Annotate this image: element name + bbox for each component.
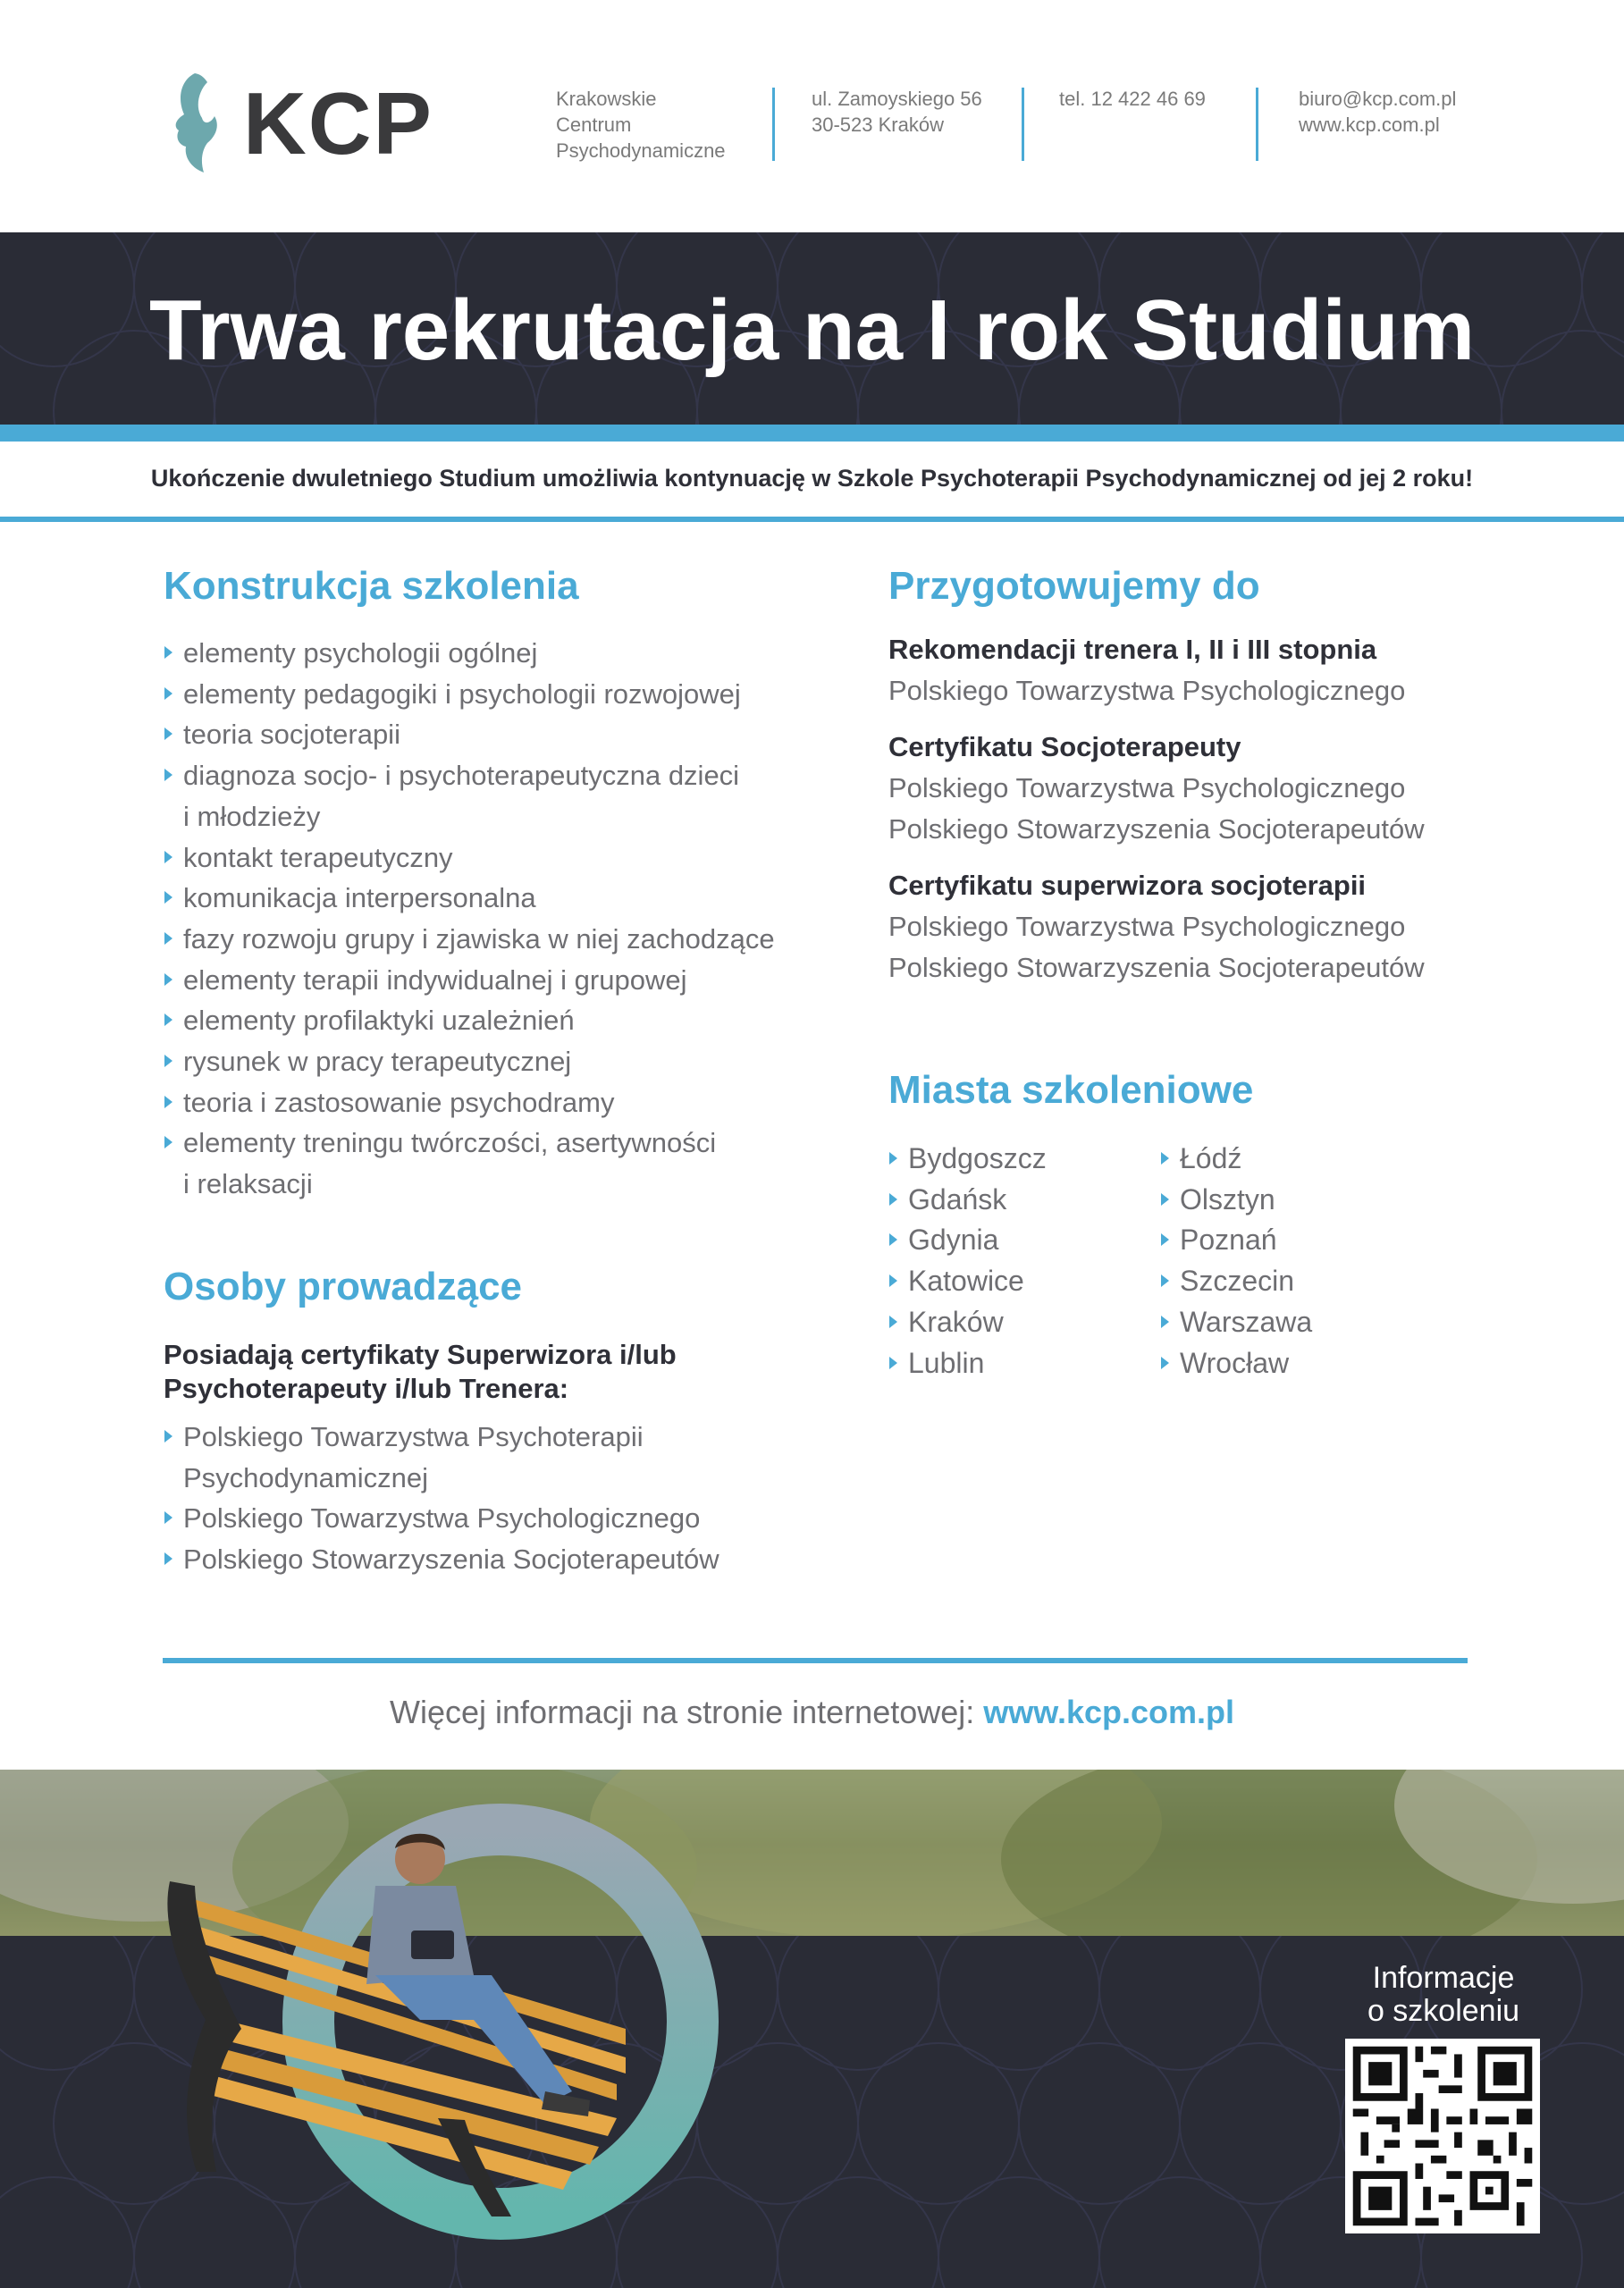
list-item: elementy terapii indywidualnej i grupowej	[164, 960, 789, 1001]
more-info-line	[0, 1689, 1624, 1736]
city-item: Wrocław	[1160, 1343, 1428, 1384]
list-item: komunikacja interpersonalna	[164, 878, 789, 919]
list-item: fazy rozwoju grupy i zjawiska w niej zachodzące	[164, 919, 789, 960]
list-item: diagnoza socjo- i psychoterapeutyczna dzieci i młodzieży	[164, 755, 789, 837]
trainers-intro-line1: Posiadają certyfikaty Superwizora i/lub	[164, 1339, 677, 1370]
prepare-heading: Rekomendacji trenera I, II i III stopnia	[888, 634, 1377, 665]
list-item: kontakt terapeutyczny	[164, 837, 789, 879]
page-title: Trwa rekrutacja na I rok Studium	[148, 282, 1476, 378]
city-item: Olsztyn	[1160, 1180, 1428, 1221]
prepare-text: Polskiego Towarzystwa Psychologicznego Polskiego Stowarzyszenia Socjoterapeutów	[888, 911, 1425, 983]
footer-divider	[163, 1658, 1468, 1663]
city-item: Gdynia	[888, 1220, 1148, 1261]
list-item: elementy psychologii ogólnej	[164, 633, 789, 674]
qr-label: Informacje o szkoleniu	[1367, 1961, 1520, 2028]
logo-text: KCP	[243, 74, 433, 172]
website-link[interactable]: www.kcp.com.pl	[983, 1694, 1235, 1730]
phone: tel. 12 422 46 69	[1059, 88, 1206, 110]
qr-code-icon	[1345, 2039, 1540, 2233]
city-item: Warszawa	[1160, 1302, 1428, 1343]
city-item: Kraków	[888, 1302, 1148, 1343]
header-divider	[1022, 88, 1024, 161]
list-item: teoria socjoterapii	[164, 714, 789, 755]
list-item: teoria i zastosowanie psychodramy	[164, 1082, 789, 1123]
contact-links: biuro@kcp.com.pl www.kcp.com.pl	[1299, 88, 1457, 136]
prepare-heading: Certyfikatu superwizora socjoterapii	[888, 870, 1367, 901]
accent-line	[0, 517, 1624, 522]
city-item: Szczecin	[1160, 1261, 1428, 1302]
list-item: Polskiego Stowarzyszenia Socjoterapeutów	[164, 1539, 789, 1580]
list-item: elementy pedagogiki i psychologii rozwojowej	[164, 674, 789, 715]
cities-list-col2	[1160, 1139, 1428, 1384]
cities-list-col1	[888, 1139, 1148, 1384]
prepare-text: Polskiego Towarzystwa Psychologicznego Polskiego Stowarzyszenia Socjoterapeutów	[888, 772, 1425, 845]
prepare-title: Przygotowujemy do	[888, 564, 1260, 608]
city-item: Katowice	[888, 1261, 1148, 1302]
list-item: elementy profilaktyki uzależnień	[164, 1000, 789, 1041]
list-item: rysunek w pracy terapeutycznej	[164, 1041, 789, 1082]
city-item: Gdańsk	[888, 1180, 1148, 1221]
accent-stripe	[0, 425, 1624, 442]
city-item: Lublin	[888, 1343, 1148, 1384]
city-item: Łódź	[1160, 1139, 1428, 1180]
subtitle: Ukończenie dwuletniego Studium umożliwia kontynuację w Szkole Psychoterapii Psychodynamicznej od jej 2 roku!	[150, 465, 1474, 492]
list-item: elementy treningu twórczości, asertywności i relaksacji	[164, 1123, 789, 1204]
construction-list	[164, 633, 789, 1205]
city-item: Bydgoszcz	[888, 1139, 1148, 1180]
list-item: Polskiego Towarzystwa Psychologicznego	[164, 1498, 789, 1539]
cities-title: Miasta szkoleniowe	[888, 1068, 1254, 1112]
address: ul. Zamoyskiego 56 30-523 Kraków	[812, 88, 982, 136]
construction-title: Konstrukcja szkolenia	[164, 564, 579, 608]
prepare-heading: Certyfikatu Socjoterapeuty	[888, 731, 1241, 762]
logo-face-icon	[168, 72, 222, 174]
bench-illustration	[152, 1796, 724, 2261]
trainers-title: Osoby prowadzące	[164, 1265, 523, 1308]
header-divider	[1256, 88, 1258, 161]
trainers-intro-line2: Psychoterapeuty i/lub Trenera:	[164, 1373, 569, 1404]
list-item: Polskiego Towarzystwa Psychoterapii Psychodynamicznej	[164, 1417, 789, 1498]
city-item: Poznań	[1160, 1220, 1428, 1261]
qr-code[interactable]	[1345, 2039, 1540, 2233]
prepare-text: Polskiego Towarzystwa Psychologicznego	[888, 675, 1406, 706]
header-divider	[772, 88, 775, 161]
trainers-list	[164, 1417, 789, 1580]
org-name: Krakowskie Centrum Psychodynamiczne	[556, 88, 726, 162]
more-info-text: Więcej informacji na stronie internetowej:	[389, 1694, 975, 1730]
